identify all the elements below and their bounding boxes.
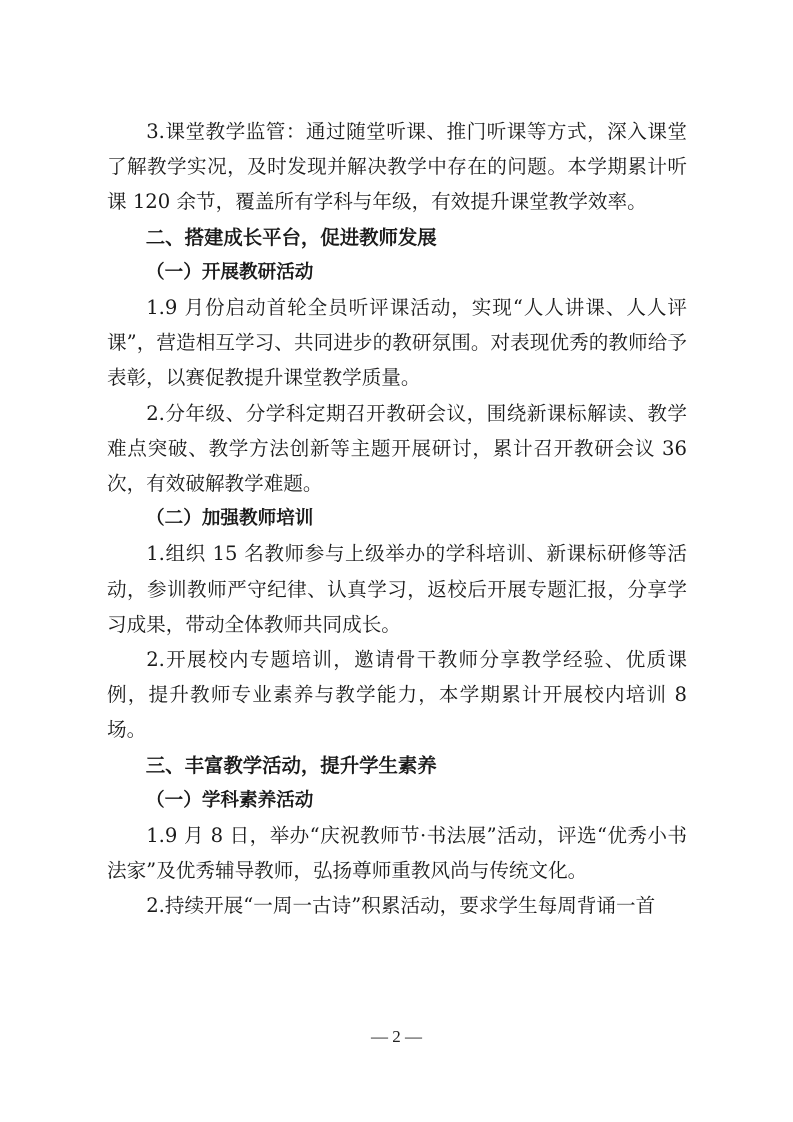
subheading-subject-literacy: （一）学科素养活动 — [146, 789, 314, 811]
paragraph-calligraphy-exhibition: 1.9 月 8 日，举办“庆祝教师节·书法展”活动，评选“优秀小书法家”及优秀辅导教师，弘扬尊师重教风尚与传统文化。 — [107, 824, 687, 883]
paragraph-internal-training: 2.开展校内专题培训，邀请骨干教师分享教学经验、优质课例，提升教师专业素养与教学能力，本学期累计开展校内培训 8 场。 — [107, 648, 687, 742]
paragraph-lesson-evaluation: 1.9 月份启动首轮全员听评课活动，实现“人人讲课、人人评课”，营造相互学习、共同进步的教研氛围。对表现优秀的教师给予表彰，以赛促教提升课堂教学质量。 — [107, 296, 687, 390]
paragraph-research-meetings: 2.分年级、分学科定期召开教研会议，围绕新课标解读、教学难点突破、教学方法创新等主题开展研讨，累计召开教研会议 36 次，有效破解教学难题。 — [107, 401, 687, 496]
subheading-teaching-research: （一）开展教研活动 — [146, 261, 314, 283]
subheading-teacher-training: （二）加强教师培训 — [146, 508, 314, 530]
document-body — [107, 114, 687, 924]
paragraph-classroom-supervision: 3.课堂教学监管：通过随堂听课、推门听课等方式，深入课堂了解教学实况，及时发现并解决教学中存在的问题。本学期累计听课 120 余节，覆盖所有学科与年级，有效提升课堂教学效率。 — [107, 120, 687, 214]
section-heading-teacher-growth: 二、搭建成长平台，促进教师发展 — [145, 225, 437, 249]
paragraph-weekly-poem: 2.持续开展“一周一古诗”积累活动，要求学生每周背诵一首 — [146, 894, 656, 918]
paragraph-external-training: 1.组织 15 名教师参与上级举办的学科培训、新课标研修等活动，参训教师严守纪律、认真学习，返校后开展专题汇报，分享学习成果，带动全体教师共同成长。 — [107, 542, 687, 636]
section-heading-student-activities: 三、丰富教学活动，提升学生素养 — [145, 753, 437, 777]
page-number: — 2 — — [371, 1027, 422, 1046]
